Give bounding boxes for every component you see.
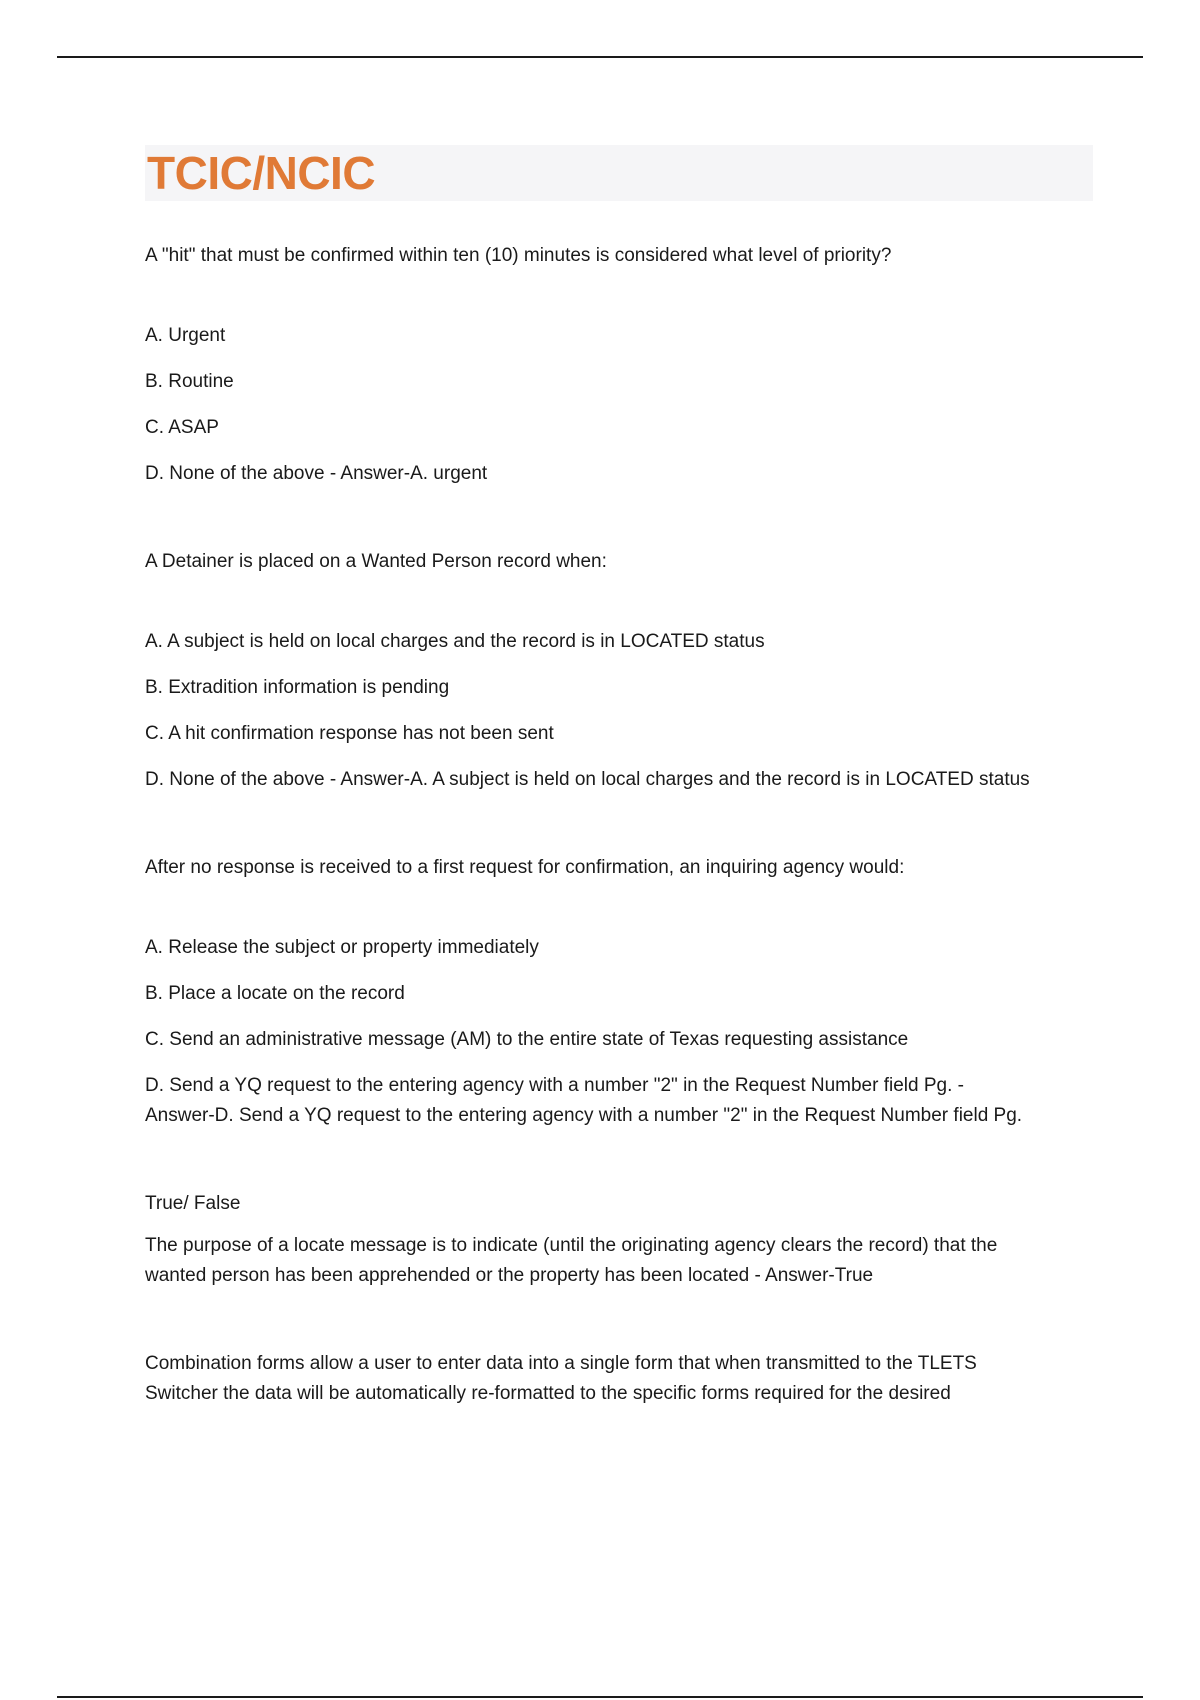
true-false-statement: The purpose of a locate message is to indicate (until the originating agency clears the record) that the wanted person has been apprehended or the property has been located - Answer-True bbox=[145, 1235, 998, 1286]
question-block-2 bbox=[145, 547, 1095, 795]
option-d-answer: D. None of the above - Answer-A. A subject is held on local charges and the record is in LOCATED status bbox=[145, 769, 1030, 790]
top-rule bbox=[57, 56, 1143, 58]
title-band bbox=[145, 145, 1093, 201]
option-a: A. Urgent bbox=[145, 325, 226, 346]
question-block-1 bbox=[145, 241, 1095, 489]
document-body bbox=[145, 145, 1095, 1409]
option-c: C. A hit confirmation response has not been sent bbox=[145, 723, 554, 744]
bottom-rule bbox=[57, 1696, 1143, 1698]
true-false-label: True/ False bbox=[145, 1193, 241, 1214]
final-paragraph: Combination forms allow a user to enter data into a single form that when transmitted to the TLETS Switcher the data will be automatically re-formatted to the specific forms required for the desired bbox=[145, 1353, 977, 1404]
option-b: B. Routine bbox=[145, 371, 234, 392]
option-c: C. ASAP bbox=[145, 417, 219, 438]
option-d-answer: D. None of the above - Answer-A. urgent bbox=[145, 463, 488, 484]
true-false-block bbox=[145, 1189, 1095, 1291]
option-a: A. Release the subject or property immediately bbox=[145, 937, 539, 958]
question-text: After no response is received to a first request for confirmation, an inquiring agency would: bbox=[145, 857, 905, 878]
option-b: B. Place a locate on the record bbox=[145, 983, 405, 1004]
option-b: B. Extradition information is pending bbox=[145, 677, 450, 698]
option-d-answer: D. Send a YQ request to the entering agency with a number "2" in the Request Number field Pg. - Answer-D. Send a YQ request to the entering agency with a number "2" in the Request Number field Pg. bbox=[145, 1075, 1023, 1126]
question-text: A "hit" that must be confirmed within ten (10) minutes is considered what level of priority? bbox=[145, 245, 892, 266]
option-c: C. Send an administrative message (AM) to the entire state of Texas requesting assistance bbox=[145, 1029, 909, 1050]
question-block-3 bbox=[145, 853, 1095, 1131]
document-title: TCIC/NCIC bbox=[147, 147, 376, 199]
question-text: A Detainer is placed on a Wanted Person record when: bbox=[145, 551, 607, 572]
option-a: A. A subject is held on local charges and the record is in LOCATED status bbox=[145, 631, 765, 652]
